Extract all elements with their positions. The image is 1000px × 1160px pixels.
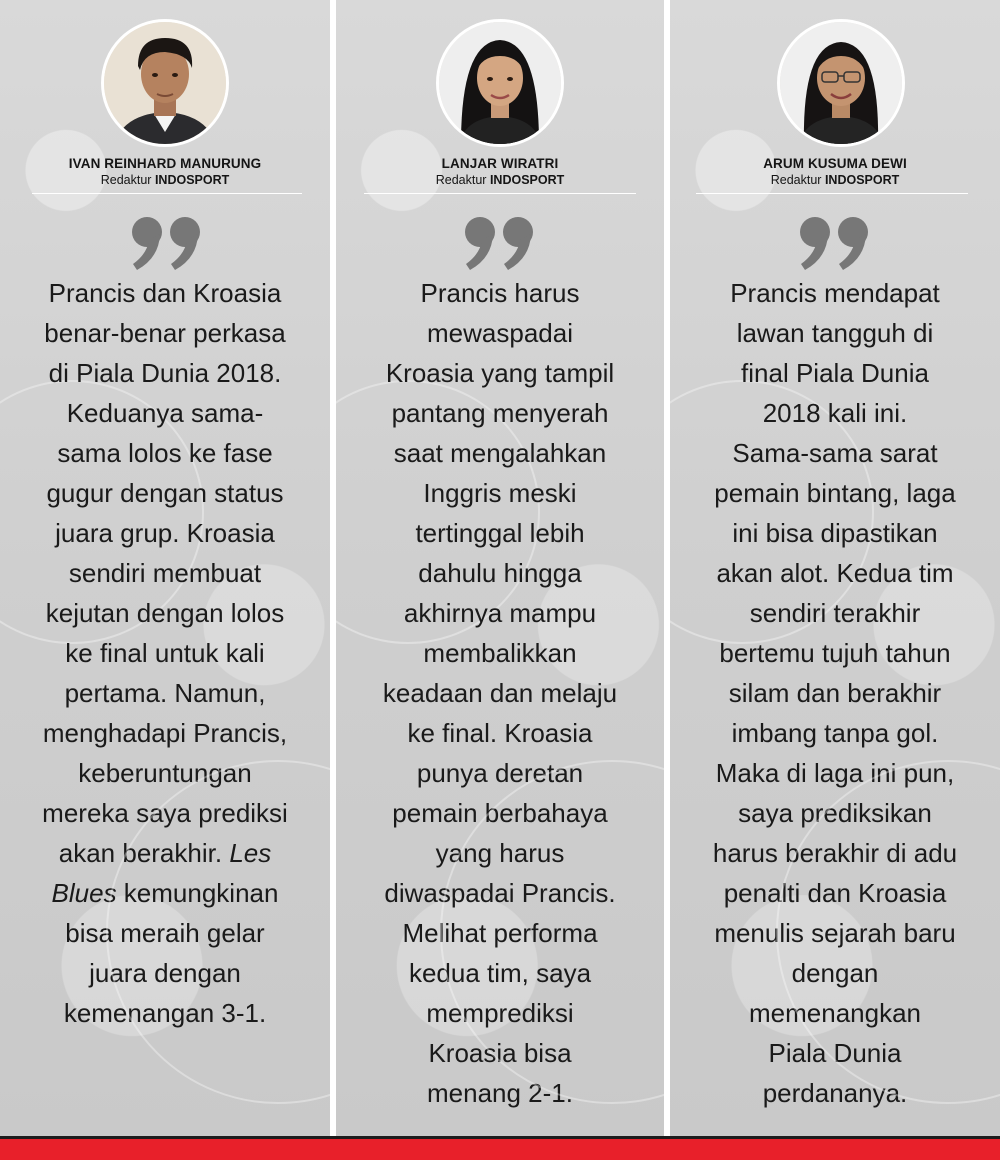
- columnist-card-1: [0, 0, 330, 1136]
- quote-mark-icon: [462, 214, 538, 274]
- columnist-name: IVAN REINHARD MANURUNG: [68, 156, 262, 171]
- columnist-role: Redaktur INDOSPORT: [770, 173, 900, 187]
- columnist-role: Redaktur INDOSPORT: [100, 173, 230, 187]
- avatar-lanjar: [436, 19, 564, 147]
- columnist-quote: Prancis dan Kroasia benar-benar perkasa di Piala Dunia 2018. Keduanya sama- sama lolos ke fase gugur dengan status juara grup. Kroasia sendiri membuat kejutan dengan lolos ke final untuk kali pertama. Namun, menghadapi Prancis, keberuntungan mereka saya prediksi akan berakhir. Les Blues kemungkinan bisa meraih gelar juara dengan kemenangan 3-1.: [42, 278, 288, 1028]
- divider: [32, 193, 302, 194]
- columnist-card-3: [670, 0, 1000, 1136]
- quote-mark-icon: [797, 214, 873, 274]
- columnist-quote: Prancis harus mewaspadai Kroasia yang tampil pantang menyerah saat mengalahkan Inggris meski tertinggal lebih dahulu hingga akhirnya mampu membalikkan keadaan dan melaju ke final. Kroasia punya deretan pemain berbahaya yang harus diwaspadai Prancis. Melihat performa kedua tim, saya memprediksi Kroasia bisa menang 2-1.: [382, 278, 618, 1108]
- divider: [696, 193, 968, 194]
- columnist-card-2: [336, 0, 664, 1136]
- columnist-name: ARUM KUSUMA DEWI: [763, 156, 907, 171]
- avatar-arum: [777, 19, 905, 147]
- columnist-name: LANJAR WIRATRI: [441, 156, 559, 171]
- divider: [364, 193, 636, 194]
- avatar-ivan: [101, 19, 229, 147]
- columnist-quote: Prancis mendapat lawan tangguh di final Piala Dunia 2018 kali ini. Sama-sama sarat pemain bintang, laga ini bisa dipastikan akan alot. Kedua tim sendiri terakhir bertemu tujuh tahun silam dan berakhir imbang tanpa gol. Maka di laga ini pun, saya prediksikan harus berakhir di adu penalti dan Kroasia menulis sejarah baru dengan memenangkan Piala Dunia perdananya.: [712, 278, 958, 1108]
- footer-accent-bar: [0, 1136, 1000, 1160]
- columnist-role: Redaktur INDOSPORT: [435, 173, 565, 187]
- quote-mark-icon: [129, 214, 205, 274]
